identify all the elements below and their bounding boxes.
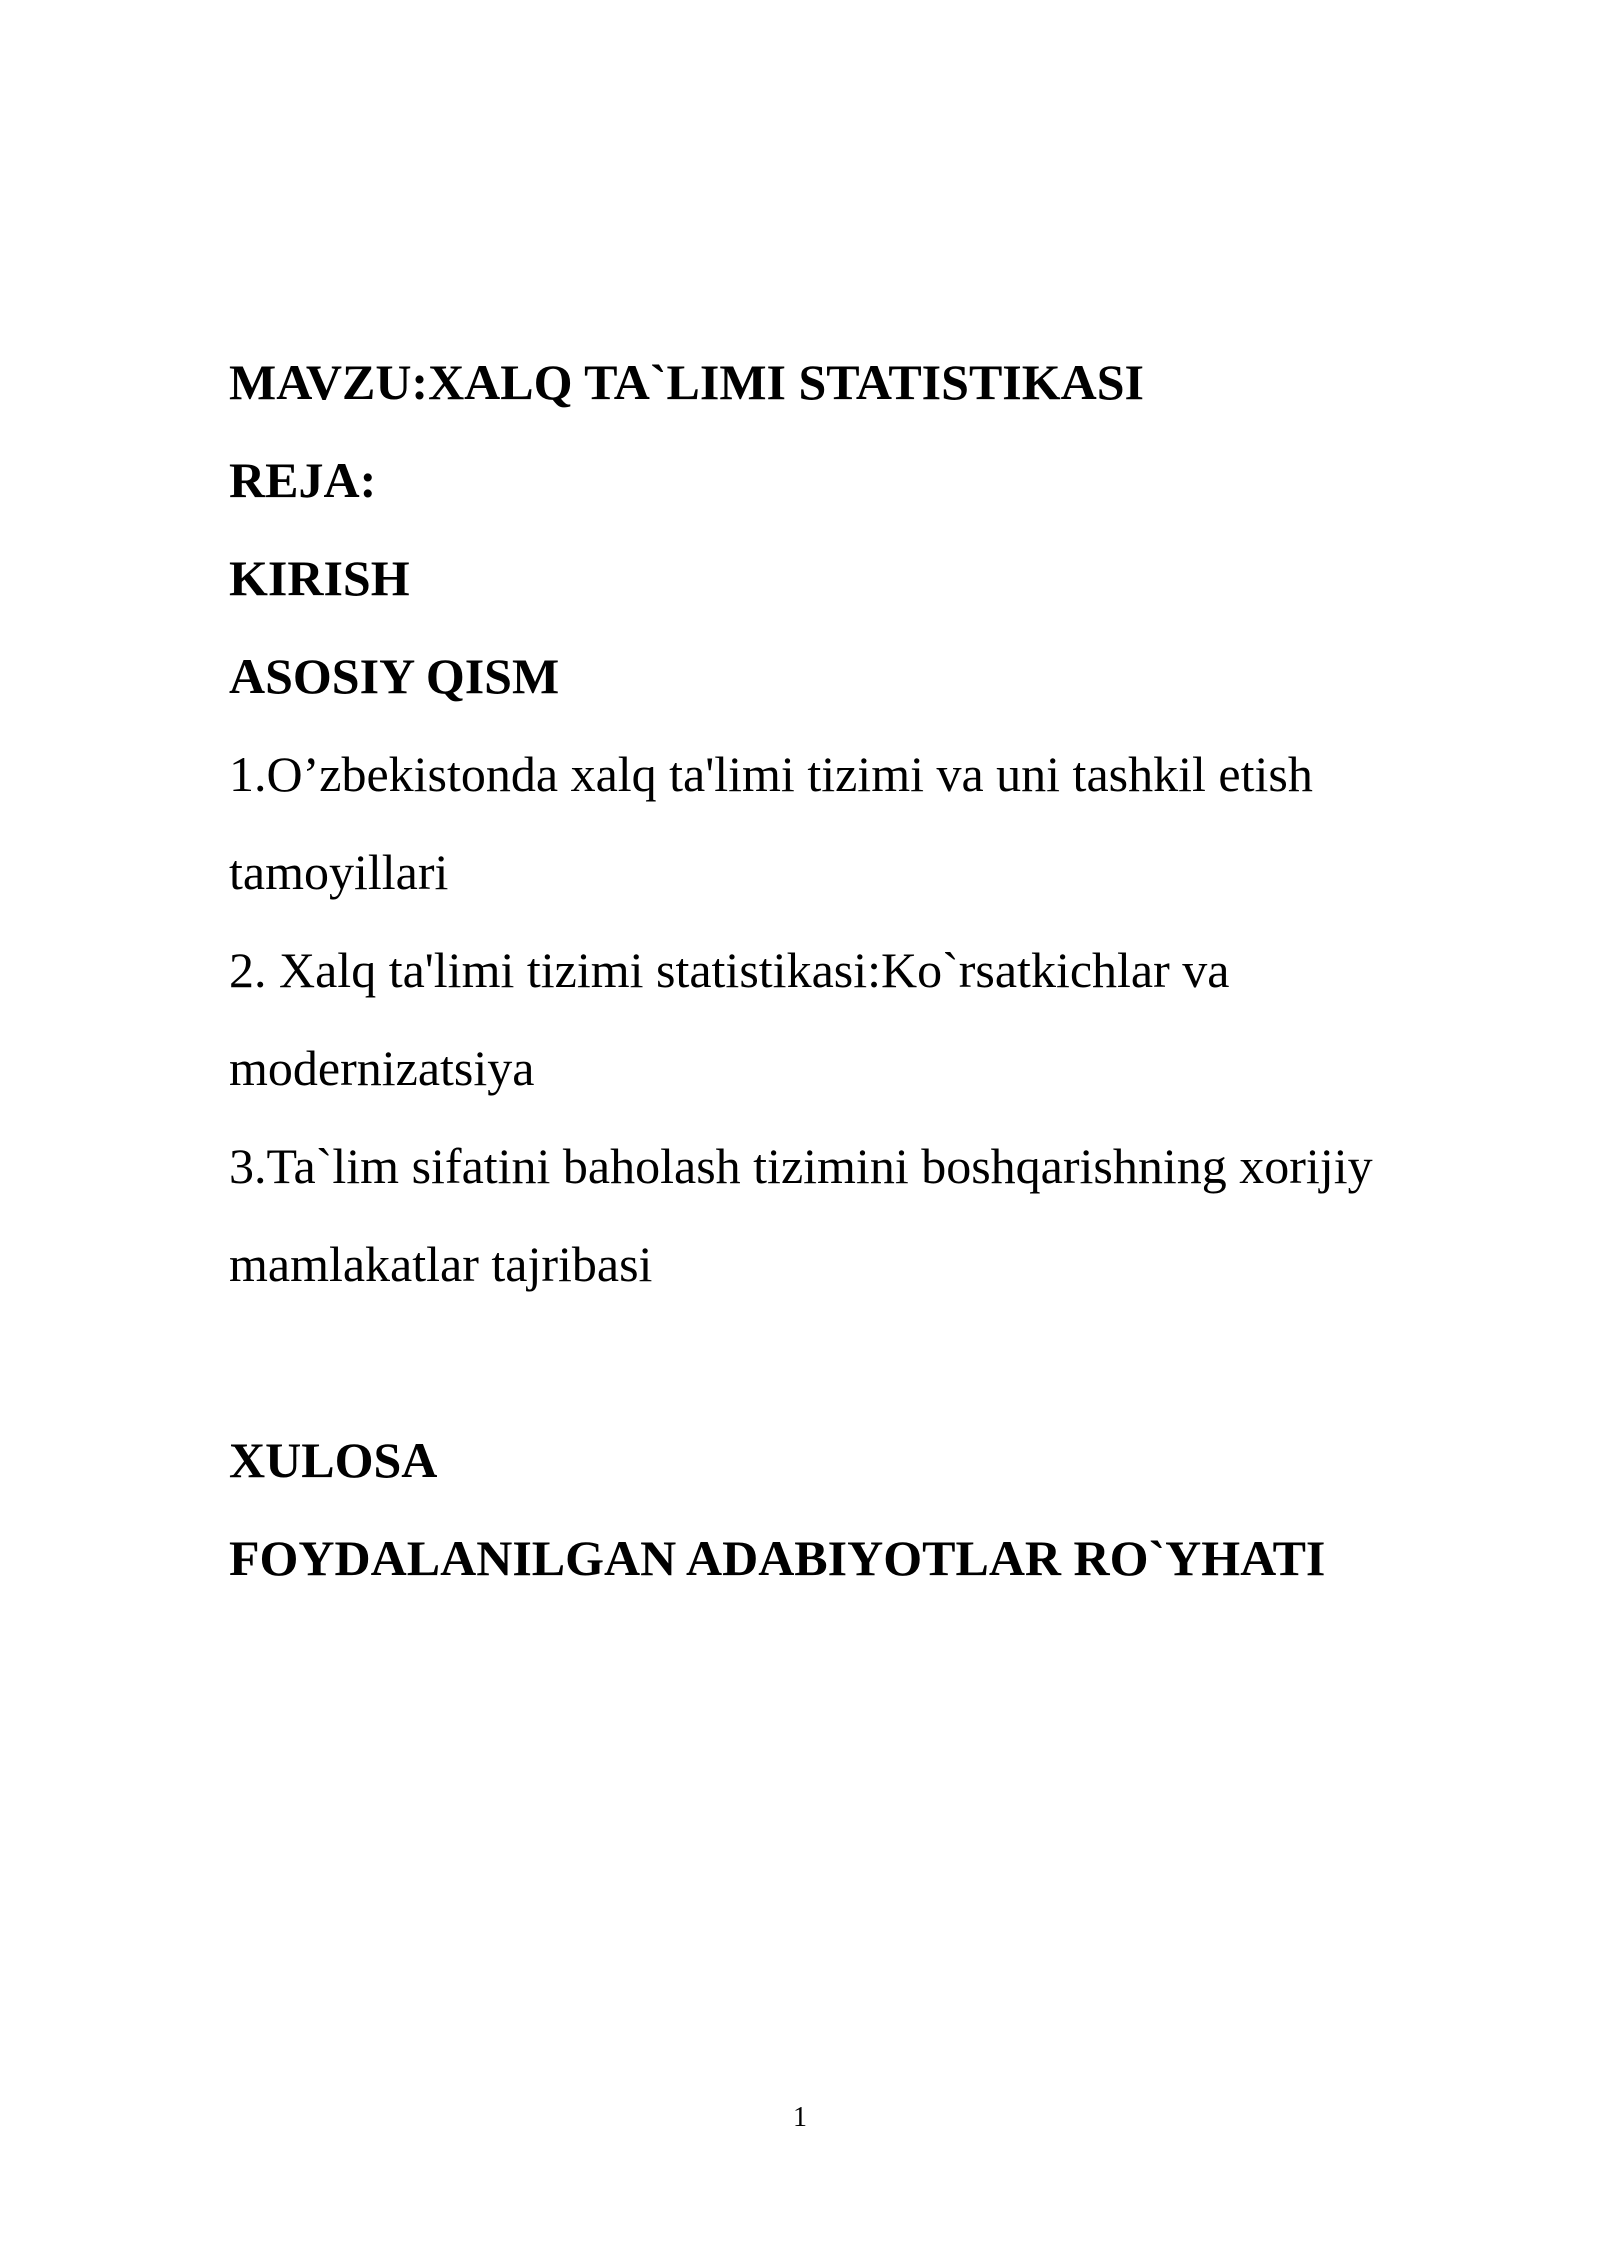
plan-item-3-line-2: mamlakatlar tajribasi bbox=[229, 1236, 653, 1292]
conclusion-heading: XULOSA bbox=[229, 1432, 438, 1488]
page-number: 1 bbox=[793, 2102, 807, 2133]
document-title: MAVZU:XALQ TA`LIMI STATISTIKASI bbox=[229, 354, 1145, 410]
blank-line bbox=[229, 1313, 1479, 1411]
references-heading: FOYDALANILGAN ADABIYOTLAR RO`YHATI bbox=[229, 1530, 1326, 1586]
document-content bbox=[229, 333, 1479, 1607]
plan-item-2-line-1: 2. Xalq ta'limi tizimi statistikasi:Ko`rsatkichlar va bbox=[229, 942, 1230, 998]
plan-item-3-line-1: 3.Ta`lim sifatini baholash tizimini boshqarishning xorijiy bbox=[229, 1138, 1373, 1194]
plan-heading: REJA: bbox=[229, 452, 377, 508]
plan-item-1-line-1: 1.O’zbekistonda xalq ta'limi tizimi va uni tashkil etish bbox=[229, 746, 1313, 802]
intro-heading: KIRISH bbox=[229, 550, 410, 606]
plan-item-1-line-2: tamoyillari bbox=[229, 844, 449, 900]
main-part-heading: ASOSIY QISM bbox=[229, 648, 560, 704]
plan-item-2-line-2: modernizatsiya bbox=[229, 1040, 535, 1096]
